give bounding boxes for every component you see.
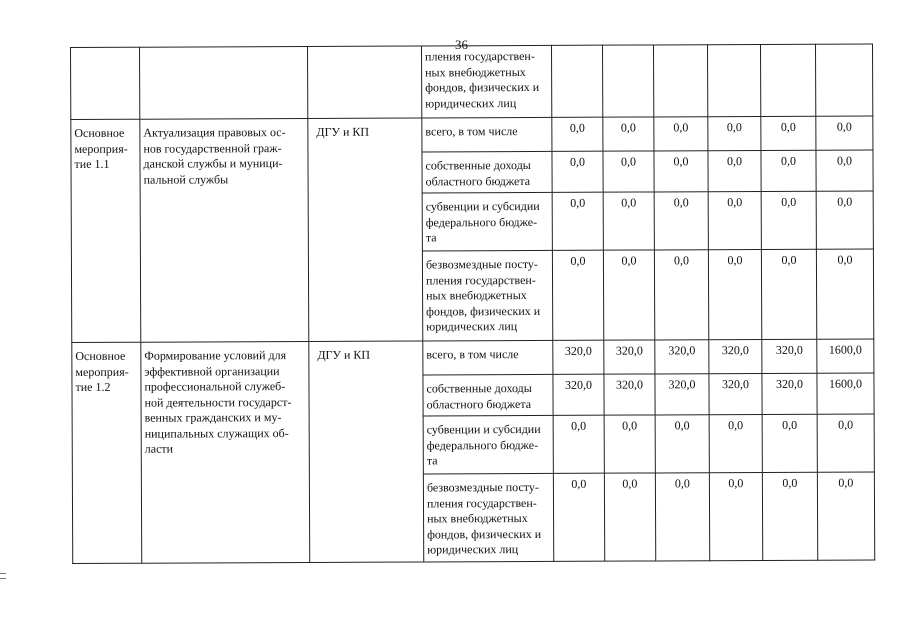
funding-source-cell: собственные доходы областного бюджета (423, 374, 553, 416)
measure-name-cell: Основное мероприя- тие 1.2 (72, 342, 142, 563)
value-cell: 0,0 (553, 473, 604, 561)
value-cell: 0,0 (603, 151, 654, 192)
funding-source-cell: безвозмездные посту- пления государствен- ных внебюджетных фондов, физических и юридических лиц (423, 473, 553, 561)
value-cell: 0,0 (816, 191, 873, 249)
value-cell: 0,0 (762, 414, 817, 472)
value-cell: 0,0 (816, 116, 873, 150)
value-cell: 0,0 (654, 151, 708, 192)
value-cell: 0,0 (761, 150, 816, 191)
value-cell: 320,0 (762, 339, 817, 373)
value-cell: 0,0 (552, 117, 603, 151)
value-cell: 0,0 (709, 414, 762, 472)
value-cell: 0,0 (761, 249, 816, 339)
empty-cell (760, 44, 815, 116)
value-cell: 1600,0 (817, 373, 874, 414)
funding-table (70, 43, 875, 563)
value-cell: 0,0 (708, 191, 761, 249)
value-cell: 0,0 (654, 250, 708, 340)
value-cell: 0,0 (552, 250, 603, 340)
value-cell: 320,0 (709, 373, 762, 414)
funding-source-cell: безвозмездные посту- пления государствен- ных внебюджетных фондов, физических и юридических лиц (422, 250, 552, 341)
value-cell: 0,0 (603, 117, 654, 151)
value-cell: 320,0 (553, 340, 604, 374)
value-cell: 320,0 (604, 340, 655, 374)
page-number: 36 (455, 37, 468, 52)
funding-source-cell: субвенции и субсидии федерального бюдже- та (422, 192, 552, 251)
funding-source-cell: субвенции и субсидии федерального бюдже- та (423, 415, 553, 474)
value-cell: 0,0 (552, 192, 603, 250)
value-cell: 0,0 (708, 249, 761, 339)
value-cell: 320,0 (604, 374, 655, 415)
value-cell: 0,0 (817, 414, 874, 472)
value-cell: 0,0 (552, 151, 603, 192)
table-row (71, 44, 873, 119)
value-cell: 0,0 (553, 415, 604, 473)
empty-cell (140, 46, 308, 119)
empty-cell (815, 44, 872, 116)
value-cell: 0,0 (603, 250, 654, 340)
value-cell: 0,0 (709, 472, 762, 560)
executor-cell: ДГУ и КП (309, 341, 424, 562)
funding-source-cell: пления государствен- ных внебюджетных фондов, физических и юридических лиц (421, 45, 551, 118)
value-cell: 0,0 (655, 415, 709, 473)
value-cell: 320,0 (709, 339, 762, 373)
value-cell: 0,0 (603, 192, 654, 250)
value-cell: 320,0 (655, 340, 709, 374)
value-cell: 0,0 (816, 249, 873, 339)
value-cell: 0,0 (654, 117, 708, 151)
table-row (71, 116, 873, 153)
empty-cell (653, 45, 707, 117)
value-cell: 0,0 (654, 192, 708, 250)
funding-source-cell: собственные доходы областного бюджета (422, 151, 552, 193)
empty-cell (307, 46, 421, 118)
value-cell: 0,0 (762, 472, 817, 560)
value-cell: 0,0 (604, 473, 655, 561)
value-cell: 320,0 (762, 373, 817, 414)
value-cell: 320,0 (553, 374, 604, 415)
table-row (72, 339, 874, 376)
value-cell: 0,0 (761, 116, 816, 150)
empty-cell (707, 44, 760, 116)
value-cell: 0,0 (708, 150, 761, 191)
measure-description-cell: Актуализация правовых ос- нов государственной граж- данской службы и муници- пальной службы (140, 118, 309, 342)
measure-name-cell: Основное мероприя- тие 1.1 (71, 119, 141, 342)
empty-cell (602, 45, 653, 117)
value-cell: 320,0 (655, 374, 709, 415)
value-cell: 1600,0 (817, 339, 874, 373)
measure-description-cell: Формирование условий для эффективной организации профессиональной служеб- ной деятельности государст- венных гражданских и му- ниципальных служащих об- ласти (141, 341, 310, 562)
value-cell: 0,0 (708, 116, 761, 150)
value-cell: 0,0 (817, 472, 874, 560)
margin-mark (0, 578, 6, 579)
value-cell: 0,0 (604, 415, 655, 473)
empty-cell (551, 45, 602, 117)
funding-source-cell: всего, в том числе (422, 117, 552, 152)
funding-source-cell: всего, в том числе (423, 340, 553, 375)
empty-cell (71, 47, 140, 119)
value-cell: 0,0 (816, 150, 873, 191)
margin-mark (0, 573, 6, 574)
executor-cell: ДГУ и КП (308, 118, 423, 341)
value-cell: 0,0 (761, 191, 816, 249)
value-cell: 0,0 (655, 473, 709, 561)
